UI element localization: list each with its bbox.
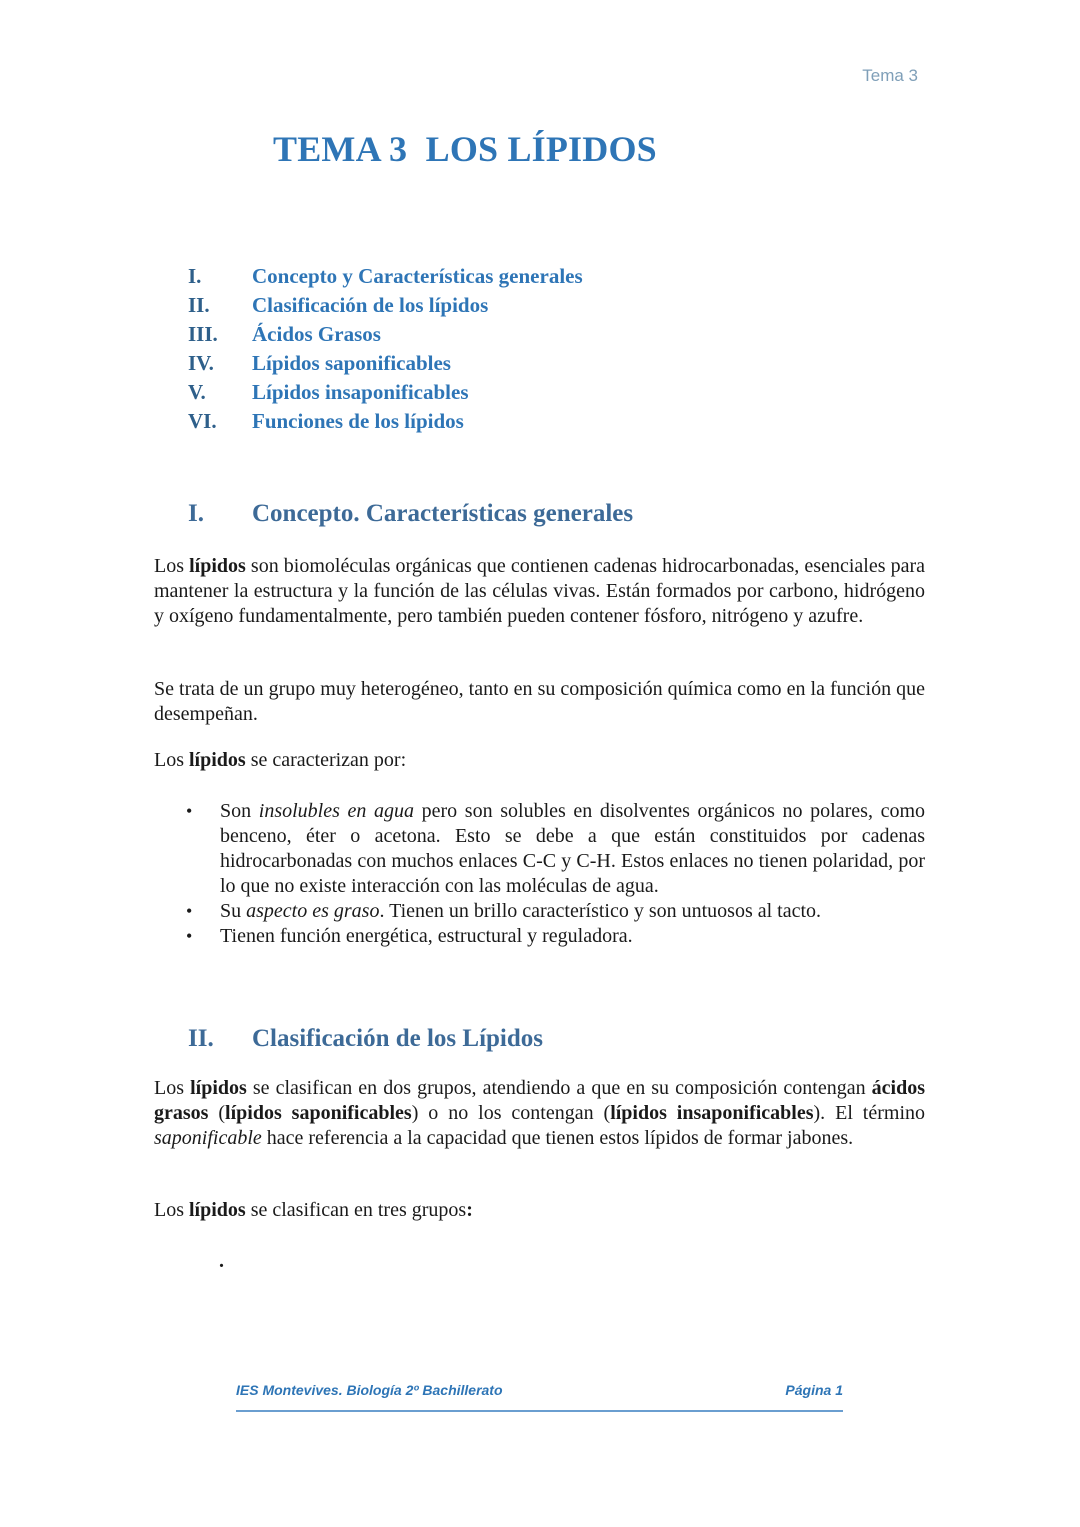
toc-link[interactable]: Lípidos saponificables — [252, 351, 451, 375]
section-title: Clasificación de los Lípidos — [252, 1025, 544, 1052]
paragraph-three-groups: Los lípidos se clasifican en tres grupos: — [154, 1199, 473, 1221]
toc-number: V. — [188, 380, 206, 404]
toc-link[interactable]: Clasificación de los lípidos — [252, 293, 489, 317]
characteristics-list — [154, 799, 925, 949]
footer-page-number: Página 1 — [785, 1382, 843, 1398]
table-of-contents — [188, 262, 583, 436]
toc-link[interactable]: Concepto y Características generales — [252, 264, 583, 288]
toc-link[interactable]: Funciones de los lípidos — [252, 409, 464, 433]
toc-item[interactable] — [188, 291, 583, 320]
toc-number: I. — [188, 264, 202, 288]
toc-number: VI. — [188, 409, 217, 433]
footer-school: IES Montevives. Biología 2º Bachillerato — [236, 1382, 503, 1398]
running-header: Tema 3 — [862, 66, 918, 85]
section-number: II. — [188, 1025, 214, 1052]
toc-item[interactable] — [188, 320, 583, 349]
toc-item[interactable] — [188, 262, 583, 291]
list-item: • Son insolubles en agua pero son solubles en disolventes orgánicos no polares, como benceno, éter o acetona. Esto se debe a que están constituidos por cadenas hidrocarbonadas con muchos enlaces C-C y C-H. Estos enlaces no tienen polaridad, por lo que no existe interacción con las moléculas de agua. — [186, 800, 925, 897]
toc-number: III. — [188, 322, 218, 346]
section-heading-concepto — [188, 500, 633, 528]
toc-link[interactable]: Ácidos Grasos — [252, 322, 381, 346]
section-number: I. — [188, 500, 204, 527]
toc-link[interactable]: Lípidos insaponificables — [252, 380, 469, 404]
toc-number: IV. — [188, 351, 214, 375]
bullet-icon: • — [186, 901, 193, 921]
paragraph-heterogeneous: Se trata de un grupo muy heterogéneo, tanto en su composición química como en la función que desempeñan. — [154, 678, 925, 725]
list-item: • Su aspecto es graso. Tienen un brillo característico y son untuosos al tacto. — [186, 900, 822, 922]
toc-number: II. — [188, 293, 210, 317]
toc-item[interactable] — [188, 378, 583, 407]
paragraph-classification: Los lípidos se clasifican en dos grupos, atendiendo a que en su composición contengan ácidos grasos (lípidos saponificables) o no los contengan (lípidos insaponificables). El término saponificable hace referencia a la capacidad que tienen estos lípidos de formar jabones. — [154, 1077, 926, 1149]
section-heading-clasificacion — [188, 1025, 543, 1053]
page-footer — [236, 1382, 843, 1398]
footer-divider — [236, 1410, 843, 1412]
bullet-icon: • — [186, 926, 193, 946]
paragraph-definition: Los lípidos son biomoléculas orgánicas que contienen cadenas hidrocarbonadas, esenciales para mantener la estructura y la función de las células vivas. Están formados por carbono, hidrógeno y oxígeno fundamentalmente, pero también pueden contener fósforo, nitrógeno y azufre. — [154, 555, 925, 627]
toc-item[interactable] — [188, 349, 583, 378]
toc-item[interactable] — [188, 407, 583, 436]
bullet-icon: • — [186, 801, 193, 821]
empty-list-marker: . — [219, 1250, 224, 1272]
document-title: TEMA 3 LOS LÍPIDOS — [273, 129, 657, 169]
list-item: • Tienen función energética, estructural y reguladora. — [186, 925, 633, 947]
section-title: Concepto. Características generales — [252, 500, 634, 527]
paragraph-characteristics-intro: Los lípidos se caracterizan por: — [154, 749, 407, 771]
